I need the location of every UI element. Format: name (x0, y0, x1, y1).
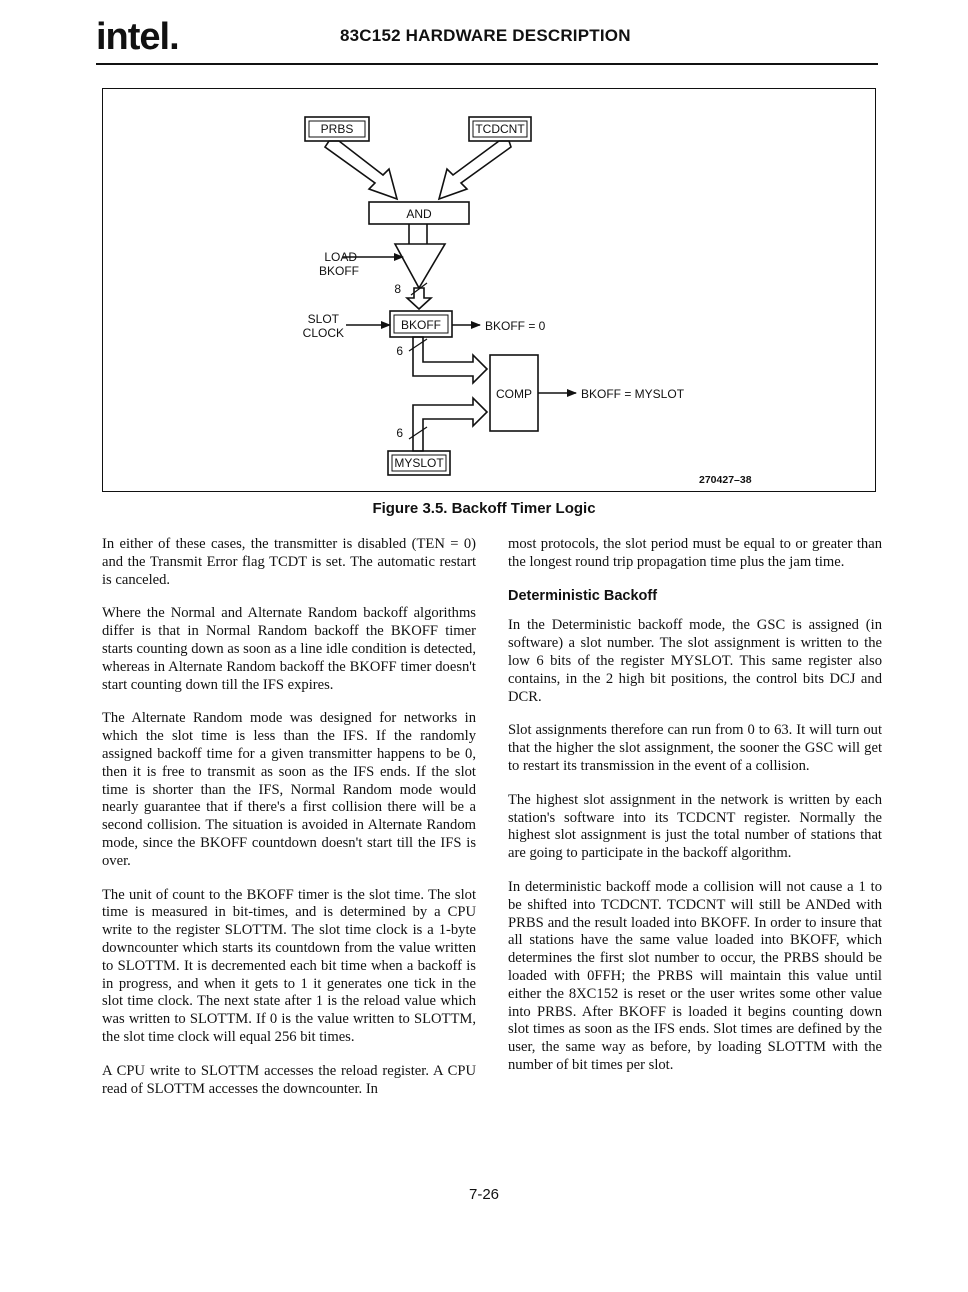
bkoff-label: BKOFF (400, 318, 442, 332)
paragraph: Where the Normal and Alternate Random backoff algorithms differ is that in Normal Random backoff the BKOFF timer starts counting down as soon as a line idle condition is detected, whereas in Alternate Random backoff the BKOFF timer doesn't start counting down till the IFS expires. (102, 605, 476, 693)
right-column (508, 536, 882, 1091)
tcdcnt-label: TCDCNT (475, 122, 525, 136)
section-heading: Deterministic Backoff (508, 587, 658, 604)
myslot-label: MYSLOT (394, 456, 444, 470)
page-number: 7-26 (468, 1186, 500, 1203)
paragraph: The highest slot assignment in the network is written by each station's software into its TCDCNT register. Normally the highest slot assignment is just the total number of stations that are going to participate in the backoff algorithm. (508, 791, 882, 862)
figure-box (102, 88, 876, 492)
load-label-line1: LOAD (324, 250, 357, 264)
backoff-timer-diagram (103, 89, 877, 493)
slot-label-line1: SLOT (307, 312, 339, 326)
and-label: AND (406, 207, 432, 221)
paragraph: In either of these cases, the transmitter is disabled (TEN = 0) and the Transmit Error flag TCDT is set. The automatic restart is canceled. (102, 536, 476, 588)
paragraph: In the Deterministic backoff mode, the GSC is assigned (in software) a slot number. The slot assignment is written to the low 6 bits of the register MYSLOT. This same register also contains, in the 2 high bit positions, the control bits DCJ and DCR. (508, 617, 882, 705)
paragraph: The Alternate Random mode was designed for networks in which the slot time is less than the IFS. If the randomly assigned backoff time for a given transmitter happens to be 0, then it is free to transmit as soon as the IFS ends. If the slot time is shorter than the IFS, Normal Random mode would nearly guarantee that if there's a first collision there will be a second collision. The situation is avoided in Alternate Random mode, since the BKOFF countdown doesn't start till the IFS is over. (102, 710, 476, 869)
bkoff-zero-label: BKOFF = 0 (485, 319, 546, 333)
paragraph: The unit of count to the BKOFF timer is the slot time. The slot time is measured in bit-times, and is determined by a CPU write to the register SLOTTM. The slot time clock is a 1-byte downcounter which starts its countdown from the value written to SLOTTM. It is decremented each bit time when a backoff is in progress, and when it gets to 1 it generates one tick in the slot time clock. The next state after 1 is the reload value which was written to SLOTTM. If 0 is the value written to SLOTTM, the slot time clock will equal 256 bit times. (102, 886, 476, 1045)
paragraph: In deterministic backoff mode a collision will not cause a 1 to be shifted into TCDCNT. TCDCNT will still be ANDed with PRBS and the result loaded into BKOFF. In order to insure that all stations have the same value loaded into BKOFF, which determines the first slot number to occur, the PRBS should be loaded with 0FFH; the PRBS will maintain this value until either the 8XC152 is reset or the user writes some other value into PRBS. After BKOFF is loaded it begins counting down slot times as soon as the IFS ends. Slot times are defined by the user, the same way as before, by loading SLOTTM with the number of bit times per slot. (508, 878, 882, 1073)
left-column (102, 536, 476, 1114)
slot-label-line2: CLOCK (302, 326, 344, 340)
paragraph: A CPU write to SLOTTM accesses the reload register. A CPU read of SLOTTM accesses the downcounter. In (102, 1062, 476, 1097)
prbs-label: PRBS (320, 122, 354, 136)
figure-id: 270427–38 (699, 474, 752, 486)
gate-to-bkoff-arrow (407, 288, 431, 309)
bus-width-8: 8 (394, 282, 401, 296)
bus-width-6b: 6 (396, 426, 403, 440)
paragraph: most protocols, the slot period must be equal to or greater than the longest round trip propagation time plus the jam time. (508, 536, 882, 570)
header-title: 83C152 HARDWARE DESCRIPTION (340, 26, 631, 45)
bus-width-6a: 6 (396, 344, 403, 358)
bkoff-myslot-label: BKOFF = MYSLOT (581, 387, 685, 401)
load-label-line2: BKOFF (318, 264, 359, 278)
load-gate (395, 244, 445, 288)
prbs-to-and-arrow (325, 141, 397, 199)
comp-label: COMP (496, 387, 532, 401)
intel-logo: intel. (96, 16, 179, 58)
header-rule (96, 63, 878, 65)
tcdcnt-to-and-arrow (439, 141, 511, 199)
paragraph: Slot assignments therefore can run from 0 to 63. It will turn out that the higher the slot assignment, the sooner the GSC will get to restart its transmission in the event of a collision. (508, 722, 882, 774)
myslot-to-comp-arrow (413, 398, 487, 451)
bkoff-to-comp-arrow (413, 337, 487, 383)
figure-caption: Figure 3.5. Backoff Timer Logic (372, 500, 596, 517)
